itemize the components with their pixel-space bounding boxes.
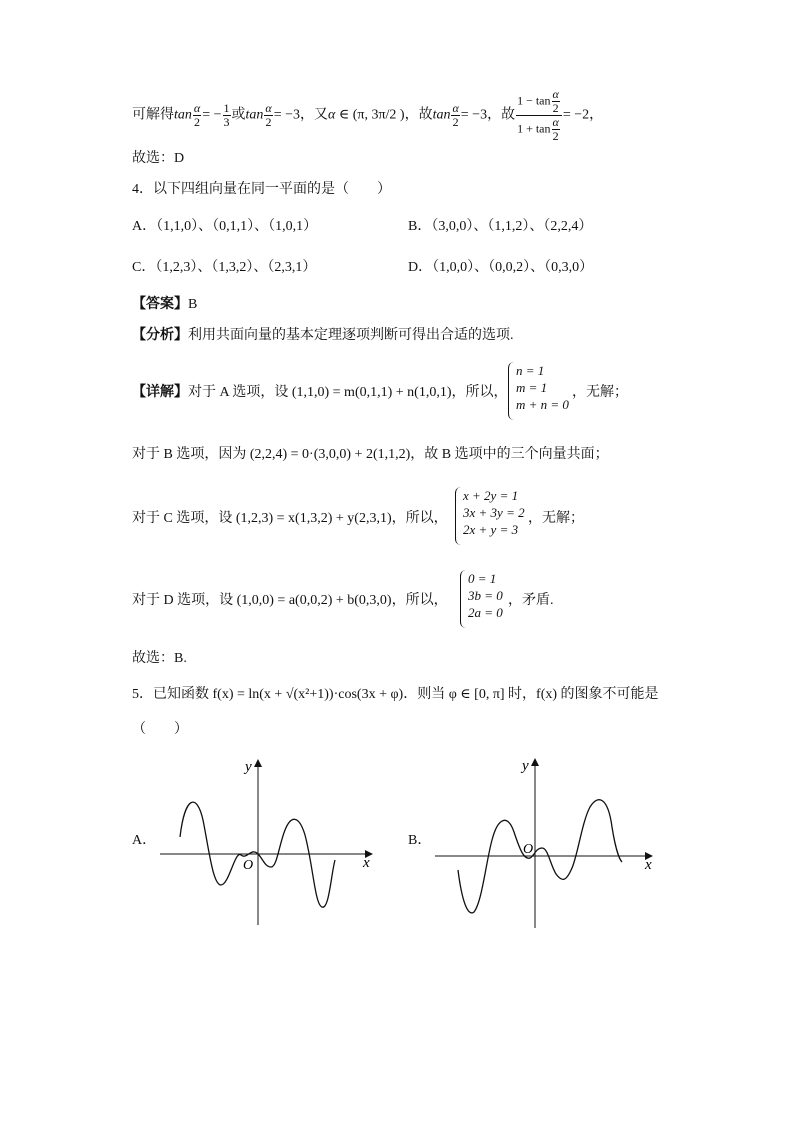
option-c: C．（1,2,3）、（1,3,2）、（2,3,1） bbox=[132, 260, 317, 275]
eq-neg2: = −2， bbox=[562, 107, 604, 123]
interval: (π, 3π/2 ) bbox=[352, 107, 405, 123]
system-d bbox=[460, 570, 503, 628]
frac-num: α bbox=[193, 101, 201, 115]
graph-b-label: B． bbox=[408, 833, 432, 848]
hence: ，故 bbox=[404, 107, 433, 123]
in-den: 2 bbox=[552, 101, 559, 115]
line1 bbox=[132, 88, 603, 143]
x-label: x bbox=[363, 855, 370, 871]
q3-answer: 故选：D bbox=[132, 151, 185, 166]
big-frac-den bbox=[516, 116, 562, 143]
in-num2: α bbox=[552, 115, 559, 129]
option-b: B．（3,0,0）、（1,1,2）、（2,2,4） bbox=[408, 219, 593, 234]
frac-alpha-2c bbox=[451, 102, 459, 129]
option-a: A．（1,1,0）、（0,1,1）、（1,0,1） bbox=[132, 219, 318, 234]
graph-a-label: A． bbox=[132, 833, 157, 848]
system-a bbox=[508, 362, 569, 420]
or: 或 bbox=[231, 107, 246, 123]
frac-den: 3 bbox=[223, 115, 230, 129]
sys-row: 2a = 0 bbox=[468, 605, 503, 620]
y-label: y bbox=[245, 759, 252, 775]
frac-1-3 bbox=[223, 102, 231, 129]
system-c bbox=[455, 487, 525, 545]
q5-stem: 5．已知函数 f(x) = ln(x + √(x²+1))·cos(3x + φ)．则当 φ ∈ [0, π] 时，f(x) 的图象不可能是 bbox=[132, 687, 659, 702]
sys-row: 2x + y = 3 bbox=[463, 522, 519, 537]
answer-value: B bbox=[188, 297, 198, 312]
brace-line bbox=[460, 570, 467, 628]
answer-line bbox=[132, 296, 197, 314]
y-axis-arrow bbox=[254, 759, 262, 767]
in-num: α bbox=[552, 87, 559, 101]
big-frac-num bbox=[516, 88, 562, 116]
sys-row: 0 = 1 bbox=[468, 571, 497, 586]
also: ，又 bbox=[300, 107, 328, 123]
tan-1: tan bbox=[174, 107, 192, 123]
detail-a-text: 对于 A 选项，设 (1,1,0) = m(0,1,1) + n(1,0,1)，所以， bbox=[188, 385, 508, 400]
detail-b: 对于 B 选项，因为 (2,2,4) = 0·(3,0,0) + 2(1,1,2)，故 B 选项中的三个向量共面； bbox=[132, 447, 609, 462]
detail-tag: 【详解】 bbox=[132, 385, 188, 400]
sys-row: m + n = 0 bbox=[516, 397, 569, 412]
frac-alpha-2 bbox=[193, 102, 201, 129]
eq-neg3: = −3 bbox=[273, 107, 300, 123]
detail-a bbox=[132, 384, 508, 402]
eq-neg: = − bbox=[202, 107, 222, 123]
tan-3: tan bbox=[432, 107, 451, 123]
detail-d: 对于 D 选项，设 (1,0,0) = a(0,0,2) + b(0,3,0)，所以， bbox=[132, 593, 448, 608]
frac-den: 2 bbox=[194, 115, 201, 129]
origin-label: O bbox=[523, 842, 534, 857]
origin-label: O bbox=[243, 858, 254, 873]
sys-row: m = 1 bbox=[516, 380, 548, 395]
num-text: 1 − tan bbox=[517, 93, 551, 108]
in-den2: 2 bbox=[552, 129, 559, 143]
analysis-tag: 【分析】 bbox=[132, 328, 188, 343]
graph-a bbox=[155, 755, 385, 930]
q4-stem: 4．以下四组向量在同一平面的是（ ） bbox=[132, 182, 391, 197]
option-d: D．（1,0,0）、（0,0,2）、（0,3,0） bbox=[408, 260, 594, 275]
tan-2: tan bbox=[245, 107, 264, 123]
sys-row: 3b = 0 bbox=[468, 588, 503, 603]
frac-num: α bbox=[265, 101, 272, 115]
y-label: y bbox=[522, 758, 529, 774]
big-frac bbox=[516, 88, 562, 143]
alpha-in: α ∈ bbox=[328, 107, 350, 123]
frac-alpha-2b bbox=[264, 102, 272, 129]
final-answer: 故选：B. bbox=[132, 651, 187, 666]
detail-c-end: ，无解； bbox=[528, 511, 584, 526]
frac-num: 1 bbox=[223, 101, 230, 115]
answer-tag: 【答案】 bbox=[132, 297, 188, 312]
x-label: x bbox=[645, 857, 652, 873]
eq-neg3b: = −3，故 bbox=[460, 107, 516, 123]
brace-line bbox=[508, 362, 515, 420]
den-text: 1 + tan bbox=[517, 121, 551, 136]
detail-a-end: ，无解； bbox=[572, 385, 628, 400]
sys-row: n = 1 bbox=[516, 363, 545, 378]
graph-b bbox=[430, 752, 670, 932]
detail-c: 对于 C 选项，设 (1,2,3) = x(1,3,2) + y(2,3,1)，所以， bbox=[132, 511, 448, 526]
y-axis-arrow bbox=[531, 758, 539, 766]
brace-line bbox=[455, 487, 462, 545]
inner-frac2 bbox=[552, 116, 560, 143]
frac-den: 2 bbox=[452, 115, 459, 129]
inner-frac bbox=[552, 88, 560, 115]
line1-prefix: 可解得 bbox=[132, 107, 174, 123]
frac-den: 2 bbox=[265, 115, 272, 129]
analysis-line bbox=[132, 327, 514, 345]
sys-row: x + 2y = 1 bbox=[463, 488, 519, 503]
q5-paren: （ ） bbox=[132, 722, 188, 737]
analysis-text: 利用共面向量的基本定理逐项判断可得出合适的选项. bbox=[188, 328, 514, 343]
sys-row: 3x + 3y = 2 bbox=[463, 505, 525, 520]
frac-num: α bbox=[452, 101, 459, 115]
detail-d-end: ，矛盾. bbox=[508, 593, 554, 608]
